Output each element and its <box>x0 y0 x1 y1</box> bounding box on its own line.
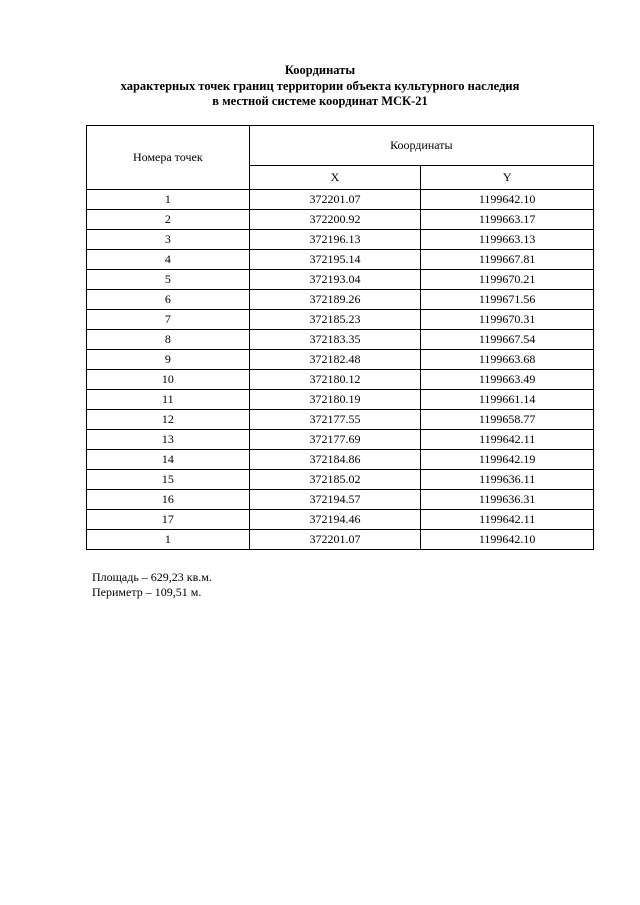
table-row <box>87 490 594 510</box>
x-coordinate-cell: 372196.13 <box>249 230 421 250</box>
title-line-1: Координаты <box>284 63 356 77</box>
x-coordinate-cell: 372180.19 <box>249 390 421 410</box>
table-row <box>87 370 594 390</box>
point-number-cell: 8 <box>87 330 250 350</box>
y-coordinate-cell: 1199670.21 <box>421 270 594 290</box>
title-line-3: в местной системе координат МСК-21 <box>212 94 428 108</box>
point-number-cell: 9 <box>87 350 250 370</box>
x-coordinate-cell: 372195.14 <box>249 250 421 270</box>
area-text: Площадь – 629,23 кв.м. <box>92 570 212 584</box>
x-coordinate-cell: 372194.57 <box>249 490 421 510</box>
point-number-cell: 4 <box>87 250 250 270</box>
y-coordinate-cell: 1199642.11 <box>421 510 594 530</box>
y-coordinate-cell: 1199642.10 <box>421 190 594 210</box>
y-coordinate-cell: 1199663.49 <box>421 370 594 390</box>
table-row <box>87 470 594 490</box>
point-number-cell: 7 <box>87 310 250 330</box>
table-row <box>87 450 594 470</box>
y-coordinate-cell: 1199663.13 <box>421 230 594 250</box>
x-coordinate-cell: 372201.07 <box>249 530 421 550</box>
y-coordinate-cell: 1199667.54 <box>421 330 594 350</box>
x-coordinate-cell: 372183.35 <box>249 330 421 350</box>
y-coordinate-cell: 1199663.17 <box>421 210 594 230</box>
table-row <box>87 270 594 290</box>
coordinates-table <box>86 125 594 550</box>
x-coordinate-cell: 372200.92 <box>249 210 421 230</box>
table-row <box>87 190 594 210</box>
document-title <box>0 63 640 110</box>
y-coordinate-cell: 1199636.11 <box>421 470 594 490</box>
point-number-cell: 6 <box>87 290 250 310</box>
table-row <box>87 310 594 330</box>
point-number-cell: 2 <box>87 210 250 230</box>
table-row <box>87 290 594 310</box>
point-number-cell: 1 <box>87 190 250 210</box>
point-number-cell: 16 <box>87 490 250 510</box>
x-coordinate-cell: 372184.86 <box>249 450 421 470</box>
table-row <box>87 230 594 250</box>
header-x: X <box>249 165 421 189</box>
x-coordinate-cell: 372185.02 <box>249 470 421 490</box>
x-coordinate-cell: 372180.12 <box>249 370 421 390</box>
table-row <box>87 330 594 350</box>
table-row <box>87 410 594 430</box>
y-coordinate-cell: 1199663.68 <box>421 350 594 370</box>
x-coordinate-cell: 372177.69 <box>249 430 421 450</box>
y-coordinate-cell: 1199658.77 <box>421 410 594 430</box>
table-row <box>87 390 594 410</box>
point-number-cell: 5 <box>87 270 250 290</box>
point-number-cell: 13 <box>87 430 250 450</box>
y-coordinate-cell: 1199661.14 <box>421 390 594 410</box>
x-coordinate-cell: 372189.26 <box>249 290 421 310</box>
header-coordinates: Координаты <box>249 126 593 166</box>
title-line-2: характерных точек границ территории объекта культурного наследия <box>120 78 520 93</box>
y-coordinate-cell: 1199671.56 <box>421 290 594 310</box>
point-number-cell: 17 <box>87 510 250 530</box>
point-number-cell: 11 <box>87 390 250 410</box>
point-number-cell: 14 <box>87 450 250 470</box>
x-coordinate-cell: 372194.46 <box>249 510 421 530</box>
header-y: Y <box>421 165 594 189</box>
perimeter-text: Периметр – 109,51 м. <box>92 585 202 599</box>
x-coordinate-cell: 372201.07 <box>249 190 421 210</box>
y-coordinate-cell: 1199636.31 <box>421 490 594 510</box>
table-row <box>87 510 594 530</box>
header-point-numbers: Номера точек <box>87 126 250 190</box>
table-row <box>87 350 594 370</box>
table-body <box>87 190 594 550</box>
x-coordinate-cell: 372182.48 <box>249 350 421 370</box>
x-coordinate-cell: 372185.23 <box>249 310 421 330</box>
table-row <box>87 530 594 550</box>
point-number-cell: 1 <box>87 530 250 550</box>
y-coordinate-cell: 1199667.81 <box>421 250 594 270</box>
x-coordinate-cell: 372177.55 <box>249 410 421 430</box>
y-coordinate-cell: 1199670.31 <box>421 310 594 330</box>
point-number-cell: 3 <box>87 230 250 250</box>
y-coordinate-cell: 1199642.10 <box>421 530 594 550</box>
y-coordinate-cell: 1199642.19 <box>421 450 594 470</box>
point-number-cell: 15 <box>87 470 250 490</box>
point-number-cell: 12 <box>87 410 250 430</box>
y-coordinate-cell: 1199642.11 <box>421 430 594 450</box>
table-row <box>87 250 594 270</box>
x-coordinate-cell: 372193.04 <box>249 270 421 290</box>
table-row <box>87 430 594 450</box>
point-number-cell: 10 <box>87 370 250 390</box>
table-row <box>87 210 594 230</box>
footer-summary <box>92 570 212 600</box>
